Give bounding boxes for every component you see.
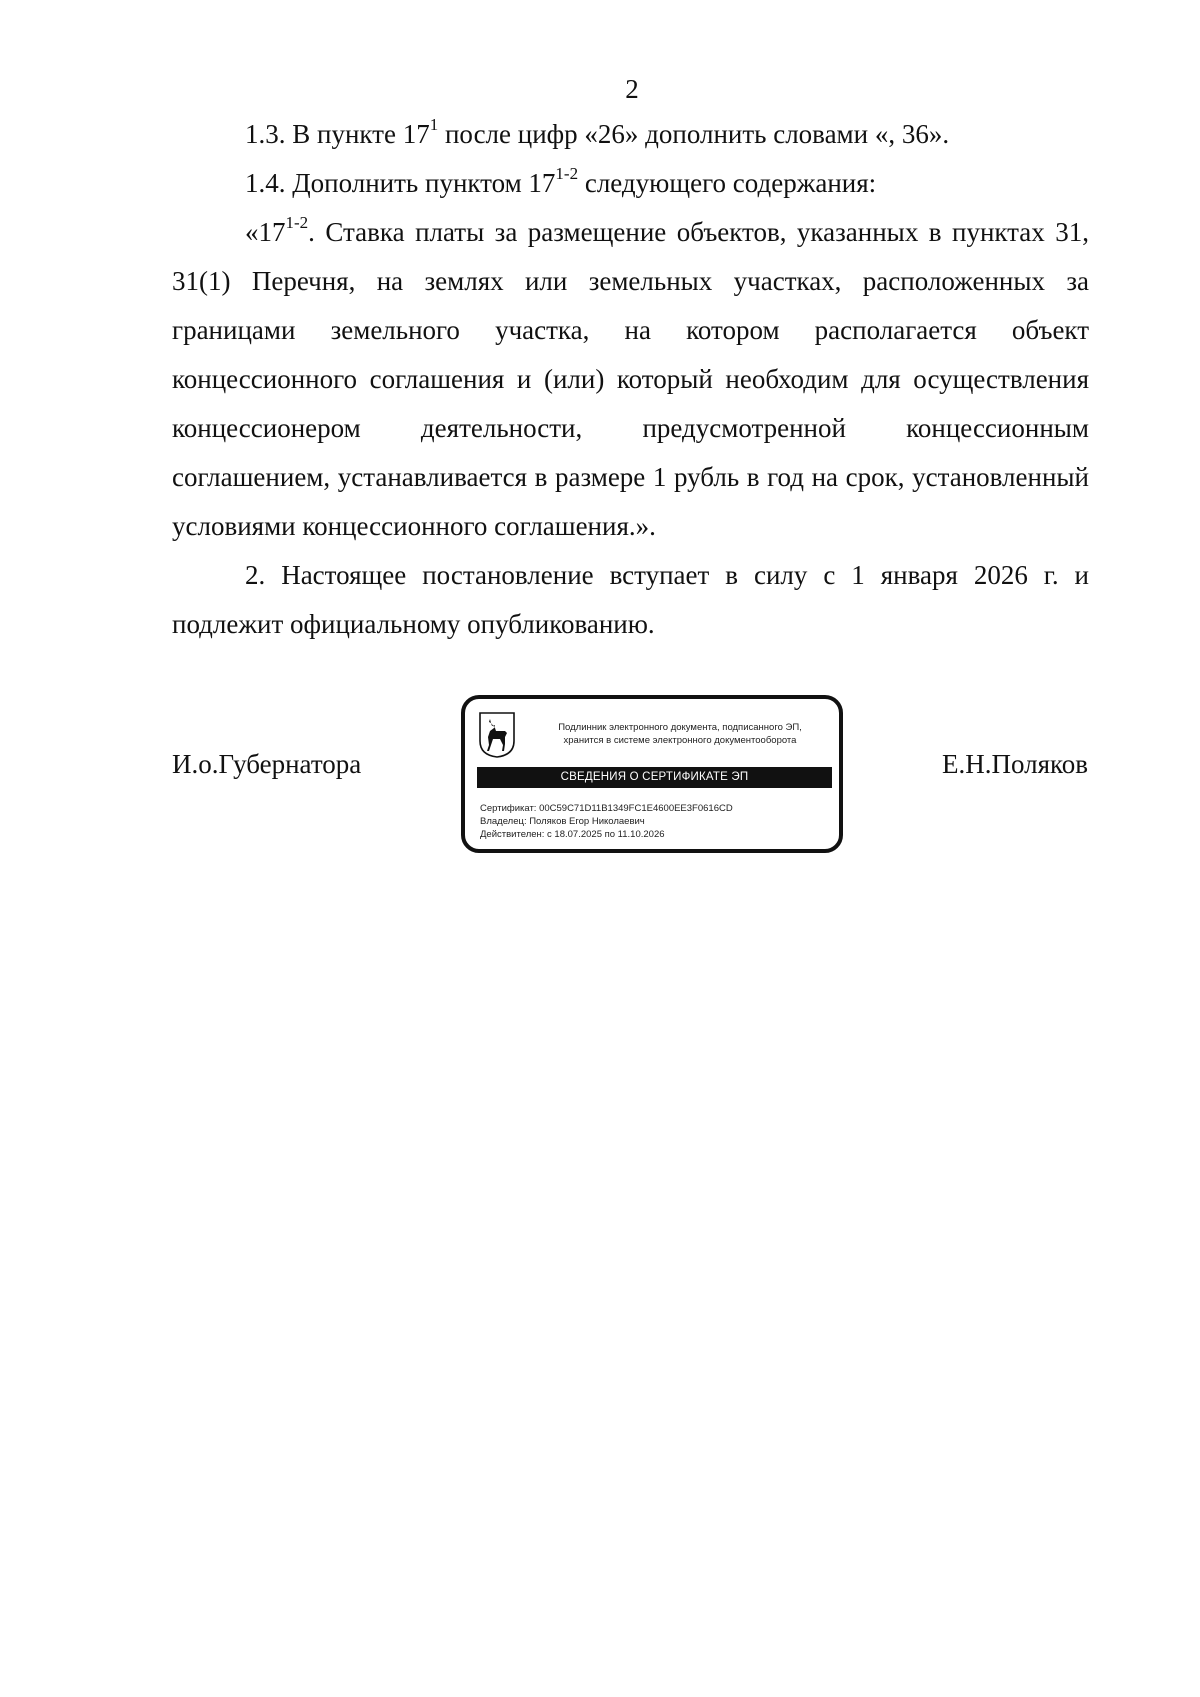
stamp-details [480,802,733,841]
paragraph-17-1-2-text: «17 [245,217,286,247]
electronic-signature-stamp [461,695,843,853]
paragraph-1-3 [172,110,1089,159]
superscript: 1-2 [555,164,579,183]
stamp-validity: Действителен: с 18.07.2025 по 11.10.2026 [480,829,665,840]
paragraph-1-3-text-end: после цифр «26» дополнить словами «, 36». [438,119,950,149]
stamp-header [525,721,835,747]
signature-block [0,695,1200,865]
signer-title: И.о.Губернатора [172,749,362,779]
superscript: 1-2 [285,213,309,232]
stamp-header-line-1: Подлинник электронного документа, подписанного ЭП, [558,722,802,733]
stamp-certificate-bar: СВЕДЕНИЯ О СЕРТИФИКАТЕ ЭП [477,767,832,788]
signer-name: Е.Н.Поляков [941,749,1088,779]
paragraph-1-4-text-end: следующего содержания: [578,168,877,198]
paragraph-1-3-text: 1.3. В пункте 17 [245,119,430,149]
paragraph-17-1-2-text-end: . Ставка платы за размещение объектов, указанных в пунктах 31, 31(1) Перечня, на землях или земельных участках, расположенных за границами земельного участка, на котором располагается объект концессионного соглашения и (или) который необходим для осуществления концессионером деятельности, предусмотренной концессионным соглашением, устанавливается в размере 1 рубль в год на срок, установленный условиями концессионного соглашения.». [172,217,1089,541]
stamp-certificate: Сертификат: 00C59C71D11B1349FC1E4600EE3F0616CD [480,803,733,814]
paragraph-17-1-2 [172,208,1089,551]
stamp-header-line-2: хранится в системе электронного документооборота [563,735,797,746]
stamp-owner: Владелец: Поляков Егор Николаевич [480,816,645,827]
paragraph-1-4-text: 1.4. Дополнить пунктом 17 [245,168,556,198]
document-body [172,110,1089,649]
page-number: 2 [625,74,639,104]
superscript: 1 [429,115,439,134]
deer-coat-of-arms-icon [478,711,516,759]
paragraph-1-4 [172,159,1089,208]
paragraph-2: 2. Настоящее постановление вступает в силу с 1 января 2026 г. и подлежит официальному опубликованию. [172,560,1089,639]
